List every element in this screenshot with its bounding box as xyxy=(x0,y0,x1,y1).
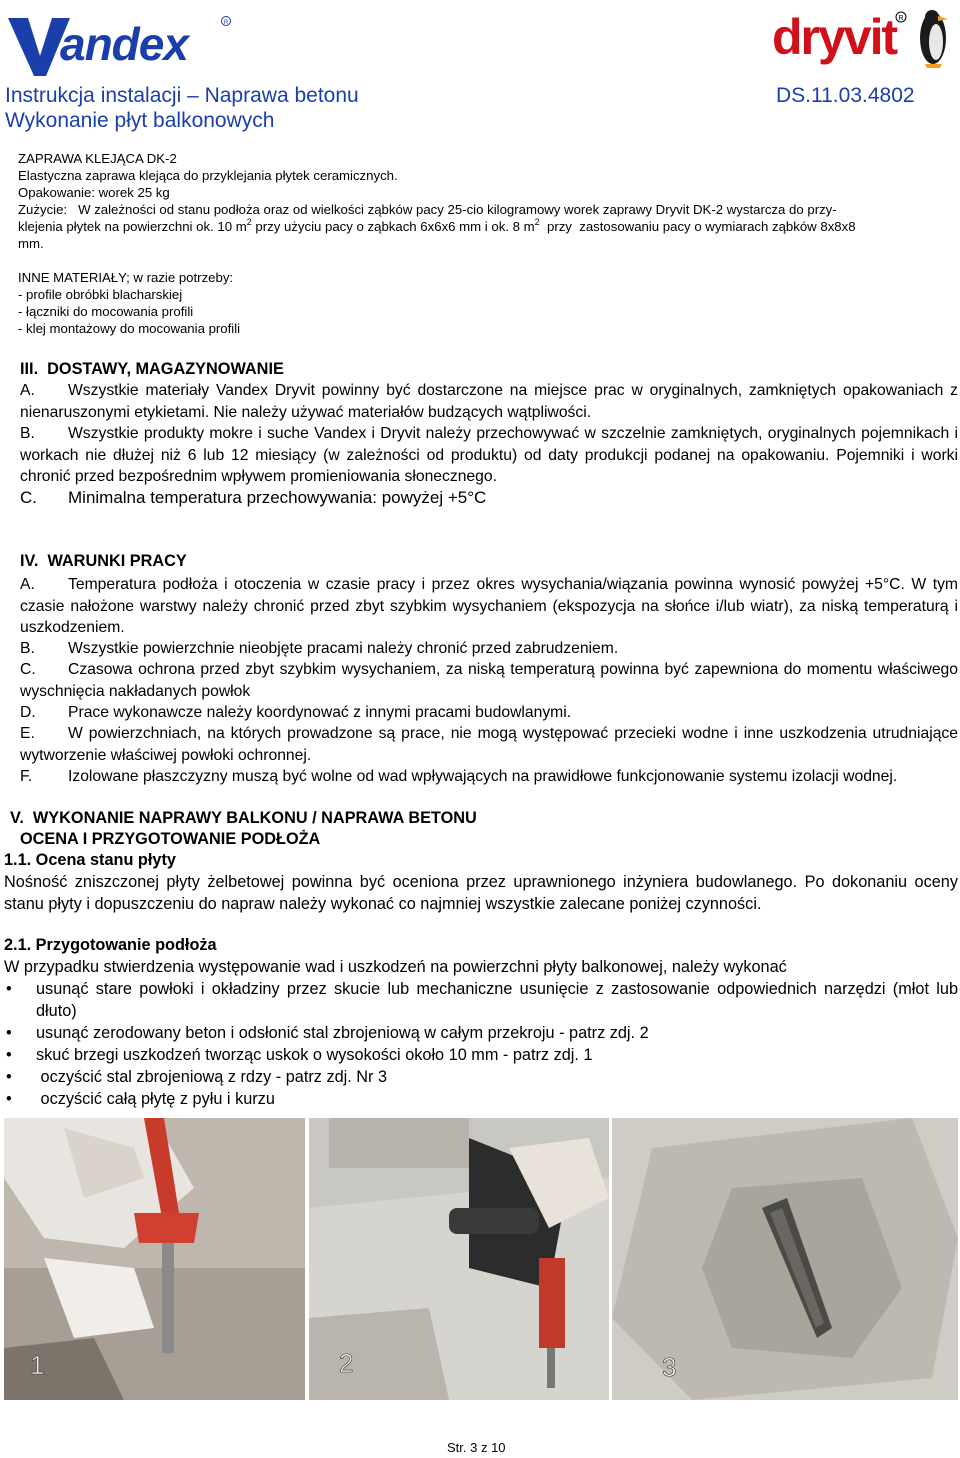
svg-text:R: R xyxy=(224,20,229,26)
section-4-item-e: E. W powierzchniach, na których prowadzone są prace, nie mogą występować przecieki wodne i inne uszkodzenia utrudniające wytworzenie właściwej powłoki ochronnej. xyxy=(20,725,958,764)
bullet-icon: • xyxy=(6,980,12,998)
section-4-item-c: C. Czasowa ochrona przed zbyt szybkim wysychaniem, za niską temperaturą powinna być zapewniona do momentu właściwego wyschnięcia nakładanych powłok xyxy=(20,661,958,700)
section-3-item-c: C. Minimalna temperatura przechowywania: powyżej +5°C xyxy=(20,488,487,507)
header-title: Instrukcja instalacji – Naprawa betonu xyxy=(5,84,359,107)
svg-text:R: R xyxy=(898,15,904,22)
bullet-icon: • xyxy=(6,1068,12,1086)
photo-3-exposed-rebar xyxy=(612,1118,958,1400)
other-materials-item: - klej montażowy do mocowania profili xyxy=(18,321,241,336)
doc-code: DS.11.03.4802 xyxy=(776,84,915,107)
section-3-heading: III. DOSTAWY, MAGAZYNOWANIE xyxy=(20,360,284,378)
subsection-2-1-title: 2.1. Przygotowanie podłoża xyxy=(4,936,217,954)
subsection-1-1-title: 1.1. Ocena stanu płyty xyxy=(4,851,176,869)
adhesive-packaging: Opakowanie: worek 25 kg xyxy=(18,185,170,200)
vandex-logo xyxy=(6,8,232,78)
bullet-icon: • xyxy=(6,1046,12,1064)
bullet-item: • oczyścić stal zbrojeniową z rdzy - patrz zdj. Nr 3 xyxy=(0,1067,960,1089)
svg-text:dryvit: dryvit xyxy=(772,9,897,65)
bullet-item: • usunąć stare powłoki i okładziny przez skucie lub mechaniczne usunięcie z zastosowanie odpowiednich narzędzi (młot lub dłuto) xyxy=(6,980,958,1020)
bullet-icon: • xyxy=(6,1024,12,1042)
other-materials-title: INNE MATERIAŁY; w razie potrzeby: xyxy=(18,270,234,285)
section-3-item-b: B. Wszystkie produkty mokre i suche Vandex i Dryvit należy przechowywać w szczelnie zamkniętych, oryginalnych pojemnikach i workach nie dłużej niż 6 lub 12 miesiący (w zależności od produktu) od daty produkcji podanej na opakowaniu. Pojemniki i worki chronić przed bezpośrednim wpływem promieniowania słonecznego. xyxy=(20,425,958,485)
section-5-heading: V. WYKONANIE NAPRAWY BALKONU / NAPRAWA BETONU xyxy=(10,809,477,827)
section-4-item-b: B. Wszystkie powierzchnie nieobjęte pracami należy chronić przed zabrudzeniem. xyxy=(20,640,619,657)
bullet-item: • skuć brzegi uszkodzeń tworząc uskok o wysokości około 10 mm - patrz zdj. 1 xyxy=(0,1045,960,1067)
header-subtitle: Wykonanie płyt balkonowych xyxy=(5,109,275,132)
photo-label-3: 3 xyxy=(662,1352,677,1382)
adhesive-usage-b: klejenia płytek na powierzchni ok. 10 $m^2$ przy użyciu pacy o ząbkach 6x6x6 mm i ok. 8 $m^2$ przy zastosowaniu pacy o wymiarach ząbków 8x8x8 xyxy=(18,217,856,234)
adhesive-title: ZAPRAWA KLEJĄCA DK-2 xyxy=(18,151,177,166)
adhesive-usage-c: mm. xyxy=(18,236,44,251)
other-materials-item: - profile obróbki blacharskiej xyxy=(18,287,183,302)
page-number: Str. 3 z 10 xyxy=(447,1440,506,1455)
svg-text:andex: andex xyxy=(60,18,188,70)
section-4-heading: IV. WARUNKI PRACY xyxy=(20,552,187,570)
bullet-item: • usunąć zerodowany beton i odsłonić stal zbrojeniową w całym przekroju - patrz zdj. 2 xyxy=(0,1023,960,1045)
bullet-item: • oczyścić całą płytę z pyłu i kurzu xyxy=(0,1089,960,1111)
photo-2-drilling xyxy=(309,1118,609,1400)
adhesive-desc: Elastyczna zaprawa klejąca do przyklejania płytek ceramicznych. xyxy=(18,168,398,183)
photo-label-2: 2 xyxy=(339,1348,354,1378)
subsection-2-1-intro: W przypadku stwierdzenia występowanie wad i uszkodzeń na powierzchni płyty balkonowej, należy wykonać xyxy=(4,958,787,976)
section-3-item-a: A. Wszystkie materiały Vandex Dryvit powinny być dostarczone na miejsce prac w oryginalnych, zamkniętych opakowaniach z nienaruszonymi etykietami. Nie należy używać materiałów budzących wątpliwości. xyxy=(20,382,958,421)
photo-label-1: 1 xyxy=(30,1350,45,1380)
section-4-item-a: A. Temperatura podłoża i otoczenia w czasie pracy i przez okres wysychania/wiązania powinna wynosić powyżej +5°C. W tym czasie nałożone warstwy należy chronić przed zbyt szybkim wysychaniem (ekspozycja na słońce i/lub wiatr), za niską temperaturą i uszkodzeniem. xyxy=(20,576,958,636)
bullet-icon: • xyxy=(6,1090,12,1108)
section-4-item-d: D. Prace wykonawcze należy koordynować z innymi pracami budowlanymi. xyxy=(20,704,572,721)
photo-1-chiseling xyxy=(4,1118,305,1400)
other-materials-item: - łączniki do mocowania profili xyxy=(18,304,194,319)
adhesive-usage-a: Zużycie: W zależności od stanu podłoża oraz od wielkości ząbków pacy 25-cio kilogramowy worek zaprawy Dryvit DK-2 wystarcza do przy- xyxy=(18,202,837,217)
dryvit-logo xyxy=(770,2,956,72)
section-4-item-f: F. Izolowane płaszczyzny muszą być wolne od wad wpływających na prawidłowe funkcjonowanie systemu izolacji wodnej. xyxy=(20,768,898,785)
section-5-subheading: OCENA I PRZYGOTOWANIE PODŁOŻA xyxy=(20,830,321,848)
subsection-1-1-text: Nośność zniszczonej płyty żelbetowej powinna być oceniona przez uprawnionego inżyniera budowlanego. Po dokonaniu oceny stanu płyty i dopuszczeniu do napraw należy wykonać co najmniej wszystkie zalecane poniżej czynności. xyxy=(4,873,958,913)
